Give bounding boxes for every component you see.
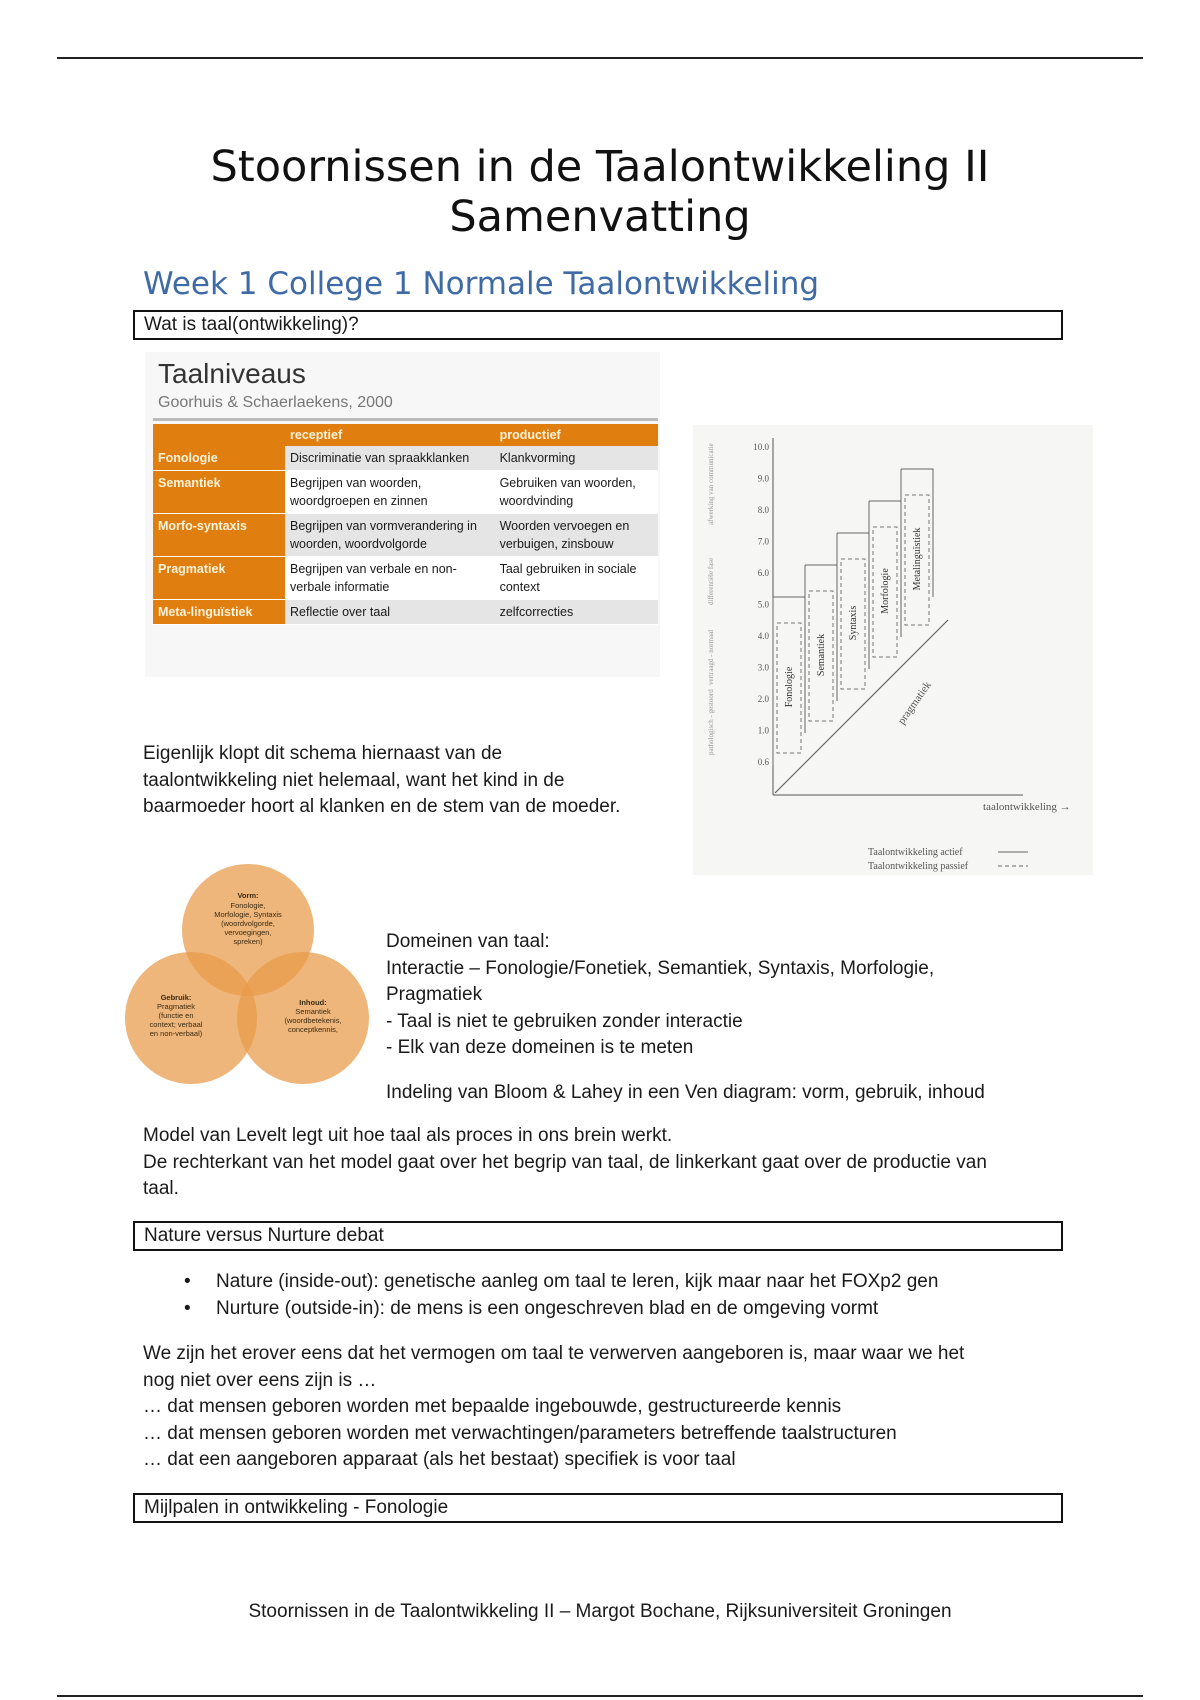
y-tick-label: 3.0 <box>757 662 769 673</box>
svg-text:afwerking van communicatie: afwerking van communicatie <box>707 443 715 525</box>
table-row <box>153 446 658 471</box>
text-line: taalontwikkeling niet helemaal, want het kind in de <box>143 769 565 791</box>
section-heading: Week 1 College 1 Normale Taalontwikkeling <box>143 266 820 302</box>
step-label: Morfologie <box>880 568 891 614</box>
y-tick-label: 2.0 <box>757 694 769 704</box>
list-item: • Nature (inside-out): genetische aanleg om taal te leren, kijk maar naar het FOXp2 gen <box>190 1269 938 1296</box>
text-line: nog niet over eens zijn is … <box>143 1369 377 1391</box>
row-label: Fonologie <box>153 446 285 471</box>
venn-gebruik-line: (functie en <box>158 1011 194 1020</box>
venn-gebruik-line: context; verbaal <box>149 1020 203 1029</box>
venn-vorm-line: spreken) <box>233 937 263 946</box>
list-item: • Nurture (outside-in): de mens is een ongeschreven blad en de omgeving vormt <box>190 1296 938 1323</box>
text-line: … dat mensen geboren worden met bepaalde ingebouwde, gestructureerde kennis <box>143 1396 842 1417</box>
cell-productief: zelfcorrecties <box>495 600 658 625</box>
venn-vorm-line: Fonologie, <box>230 901 266 910</box>
step-label: Fonologie <box>784 666 795 708</box>
venn-vorm-title: Vorm: <box>237 891 259 900</box>
text-line: baarmoeder hoort al klanken en de stem van de moeder. <box>143 796 621 817</box>
table-header-receptief: receptief <box>285 424 495 446</box>
row-label: Pragmatiek <box>153 557 285 600</box>
text-line: - Taal is niet te gebruiken zonder interactie <box>386 1010 743 1032</box>
row-label: Meta-linguïstiek <box>153 600 285 625</box>
text-line: - Elk van deze domeinen is te meten <box>386 1037 694 1058</box>
legend-passive: Taalontwikkeling passief <box>868 861 969 872</box>
cell-receptief: Reflectie over taal <box>285 600 495 625</box>
text-line: Pragmatiek <box>386 984 483 1005</box>
title-line-2: Samenvatting <box>449 192 751 242</box>
venn-vorm-line: vervoegingen, <box>224 928 272 937</box>
y-tick-label: 4.0 <box>757 631 769 641</box>
step-label: Metalinguïstiek <box>912 527 923 591</box>
text-line: Interactie – Fonologie/Fonetiek, Semantiek, Syntaxis, Morfologie, <box>386 957 935 979</box>
table-row <box>153 557 658 600</box>
table-header-empty <box>153 424 285 446</box>
cell-productief: Gebruiken van woorden, woordvinding <box>495 471 658 514</box>
page-footer: Stoornissen in de Taalontwikkeling II – Margot Bochane, Rijksuniversiteit Groningen <box>248 1601 952 1622</box>
stairs-svg <box>693 425 1093 875</box>
cell-productief: Woorden vervoegen en verbuigen, zinsbouw <box>495 514 658 557</box>
x-axis-label: taalontwikkeling → <box>983 801 1071 813</box>
venn-diagram <box>118 862 370 1084</box>
y-tick-label: 9.0 <box>757 473 769 484</box>
cell-productief: Klankvorming <box>495 446 658 471</box>
y-ticks <box>753 442 769 767</box>
text-line: Domeinen van taal: <box>386 931 550 952</box>
table-header-productief: productief <box>495 424 658 446</box>
row-label: Morfo-syntaxis <box>153 514 285 557</box>
legend-active: Taalontwikkeling actief <box>868 847 963 858</box>
y-tick-label: 10.0 <box>753 442 769 452</box>
stairs-diagram <box>693 425 1093 875</box>
taalniveaus-table <box>153 424 658 625</box>
table-row <box>153 471 658 514</box>
y-tick-label: 8.0 <box>757 505 769 515</box>
venn-svg <box>118 862 370 1084</box>
venn-gebruik-line: en non-verbaal) <box>149 1029 203 1038</box>
question-box-taal: Wat is taal(ontwikkeling)? <box>133 310 1063 340</box>
taalniveaus-title: Taalniveaus <box>158 358 306 389</box>
venn-gebruik-line: Pragmatiek <box>157 1002 195 1011</box>
text-line: De rechterkant van het model gaat over het begrip van taal, de linkerkant gaat over de productie van <box>143 1151 987 1173</box>
nature-nurture-list <box>190 1269 938 1322</box>
levelt-paragraph <box>143 1123 987 1203</box>
text-line: Eigenlijk klopt dit schema hiernaast van de <box>143 743 503 764</box>
cell-receptief: Begrijpen van verbale en non-verbale informatie <box>285 557 495 600</box>
schema-paragraph <box>143 741 620 821</box>
question-box-mijlpalen: Mijlpalen in ontwikkeling - Fonologie <box>133 1493 1063 1523</box>
text-line: … dat een aangeboren apparaat (als het bestaat) specifiek is voor taal <box>143 1449 736 1470</box>
text-line: taal. <box>143 1178 179 1199</box>
top-rule <box>57 57 1143 59</box>
table-row <box>153 514 658 557</box>
venn-inhoud-line: conceptkennis, <box>287 1025 339 1034</box>
cell-productief: Taal gebruiken in sociale context <box>495 557 658 600</box>
y-tick-label: 0.6 <box>757 757 769 767</box>
venn-inhoud-title: Inhoud: <box>299 998 327 1007</box>
cell-receptief: Discriminatie van spraakklanken <box>285 446 495 471</box>
text-line: Model van Levelt legt uit hoe taal als proces in ons brein werkt. <box>143 1125 673 1146</box>
cell-receptief: Begrijpen van vormverandering in woorden, woordvolgorde <box>285 514 495 557</box>
taalniveaus-figure <box>145 352 660 677</box>
bottom-rule <box>57 1695 1143 1697</box>
taalniveaus-divider <box>153 418 658 421</box>
text-line: … dat mensen geboren worden met verwachtingen/parameters betreffende taalstructuren <box>143 1422 897 1444</box>
domains-paragraph <box>386 929 934 1062</box>
document-title <box>0 142 1200 242</box>
venn-vorm-line: Morfologie, Syntaxis <box>214 910 282 919</box>
left-column-notes <box>707 443 715 755</box>
step-label: Semantiek <box>816 633 827 677</box>
step-label: Syntaxis <box>848 605 859 641</box>
step-box-active <box>837 533 869 661</box>
svg-text:pathologisch - gestoord: pathologisch - gestoord <box>707 689 715 755</box>
consensus-paragraph <box>143 1341 964 1474</box>
venn-inhoud-line: Semantiek <box>295 1007 331 1016</box>
row-label: Semantiek <box>153 471 285 514</box>
venn-inhoud-line: (woordbetekenis, <box>284 1016 342 1025</box>
y-tick-label: 6.0 <box>757 568 769 578</box>
text-line: We zijn het erover eens dat het vermogen om taal te verwerven aangeboren is, maar waar we het <box>143 1343 965 1364</box>
y-tick-label: 7.0 <box>757 536 769 547</box>
svg-text:differentiële fase: differentiële fase <box>707 557 715 605</box>
venn-gebruik-title: Gebruik: <box>160 993 192 1002</box>
table-row <box>153 600 658 625</box>
title-line-1: Stoornissen in de Taalontwikkeling II <box>210 142 990 192</box>
y-tick-label: 5.0 <box>757 599 769 610</box>
taalniveaus-source: Goorhuis & Schaerlaekens, 2000 <box>158 394 393 411</box>
question-box-nature: Nature versus Nurture debat <box>133 1221 1063 1251</box>
venn-vorm-line: (woordvolgorde, <box>221 919 275 928</box>
pragmatiek-label: pragmatiek <box>895 679 934 727</box>
cell-receptief: Begrijpen van woorden, woordgroepen en zinnen <box>285 471 495 514</box>
svg-text:vertraagd - normaal: vertraagd - normaal <box>707 629 715 685</box>
y-tick-label: 1.0 <box>757 725 769 736</box>
bloom-paragraph: Indeling van Bloom & Lahey in een Ven diagram: vorm, gebruik, inhoud <box>386 1082 985 1103</box>
